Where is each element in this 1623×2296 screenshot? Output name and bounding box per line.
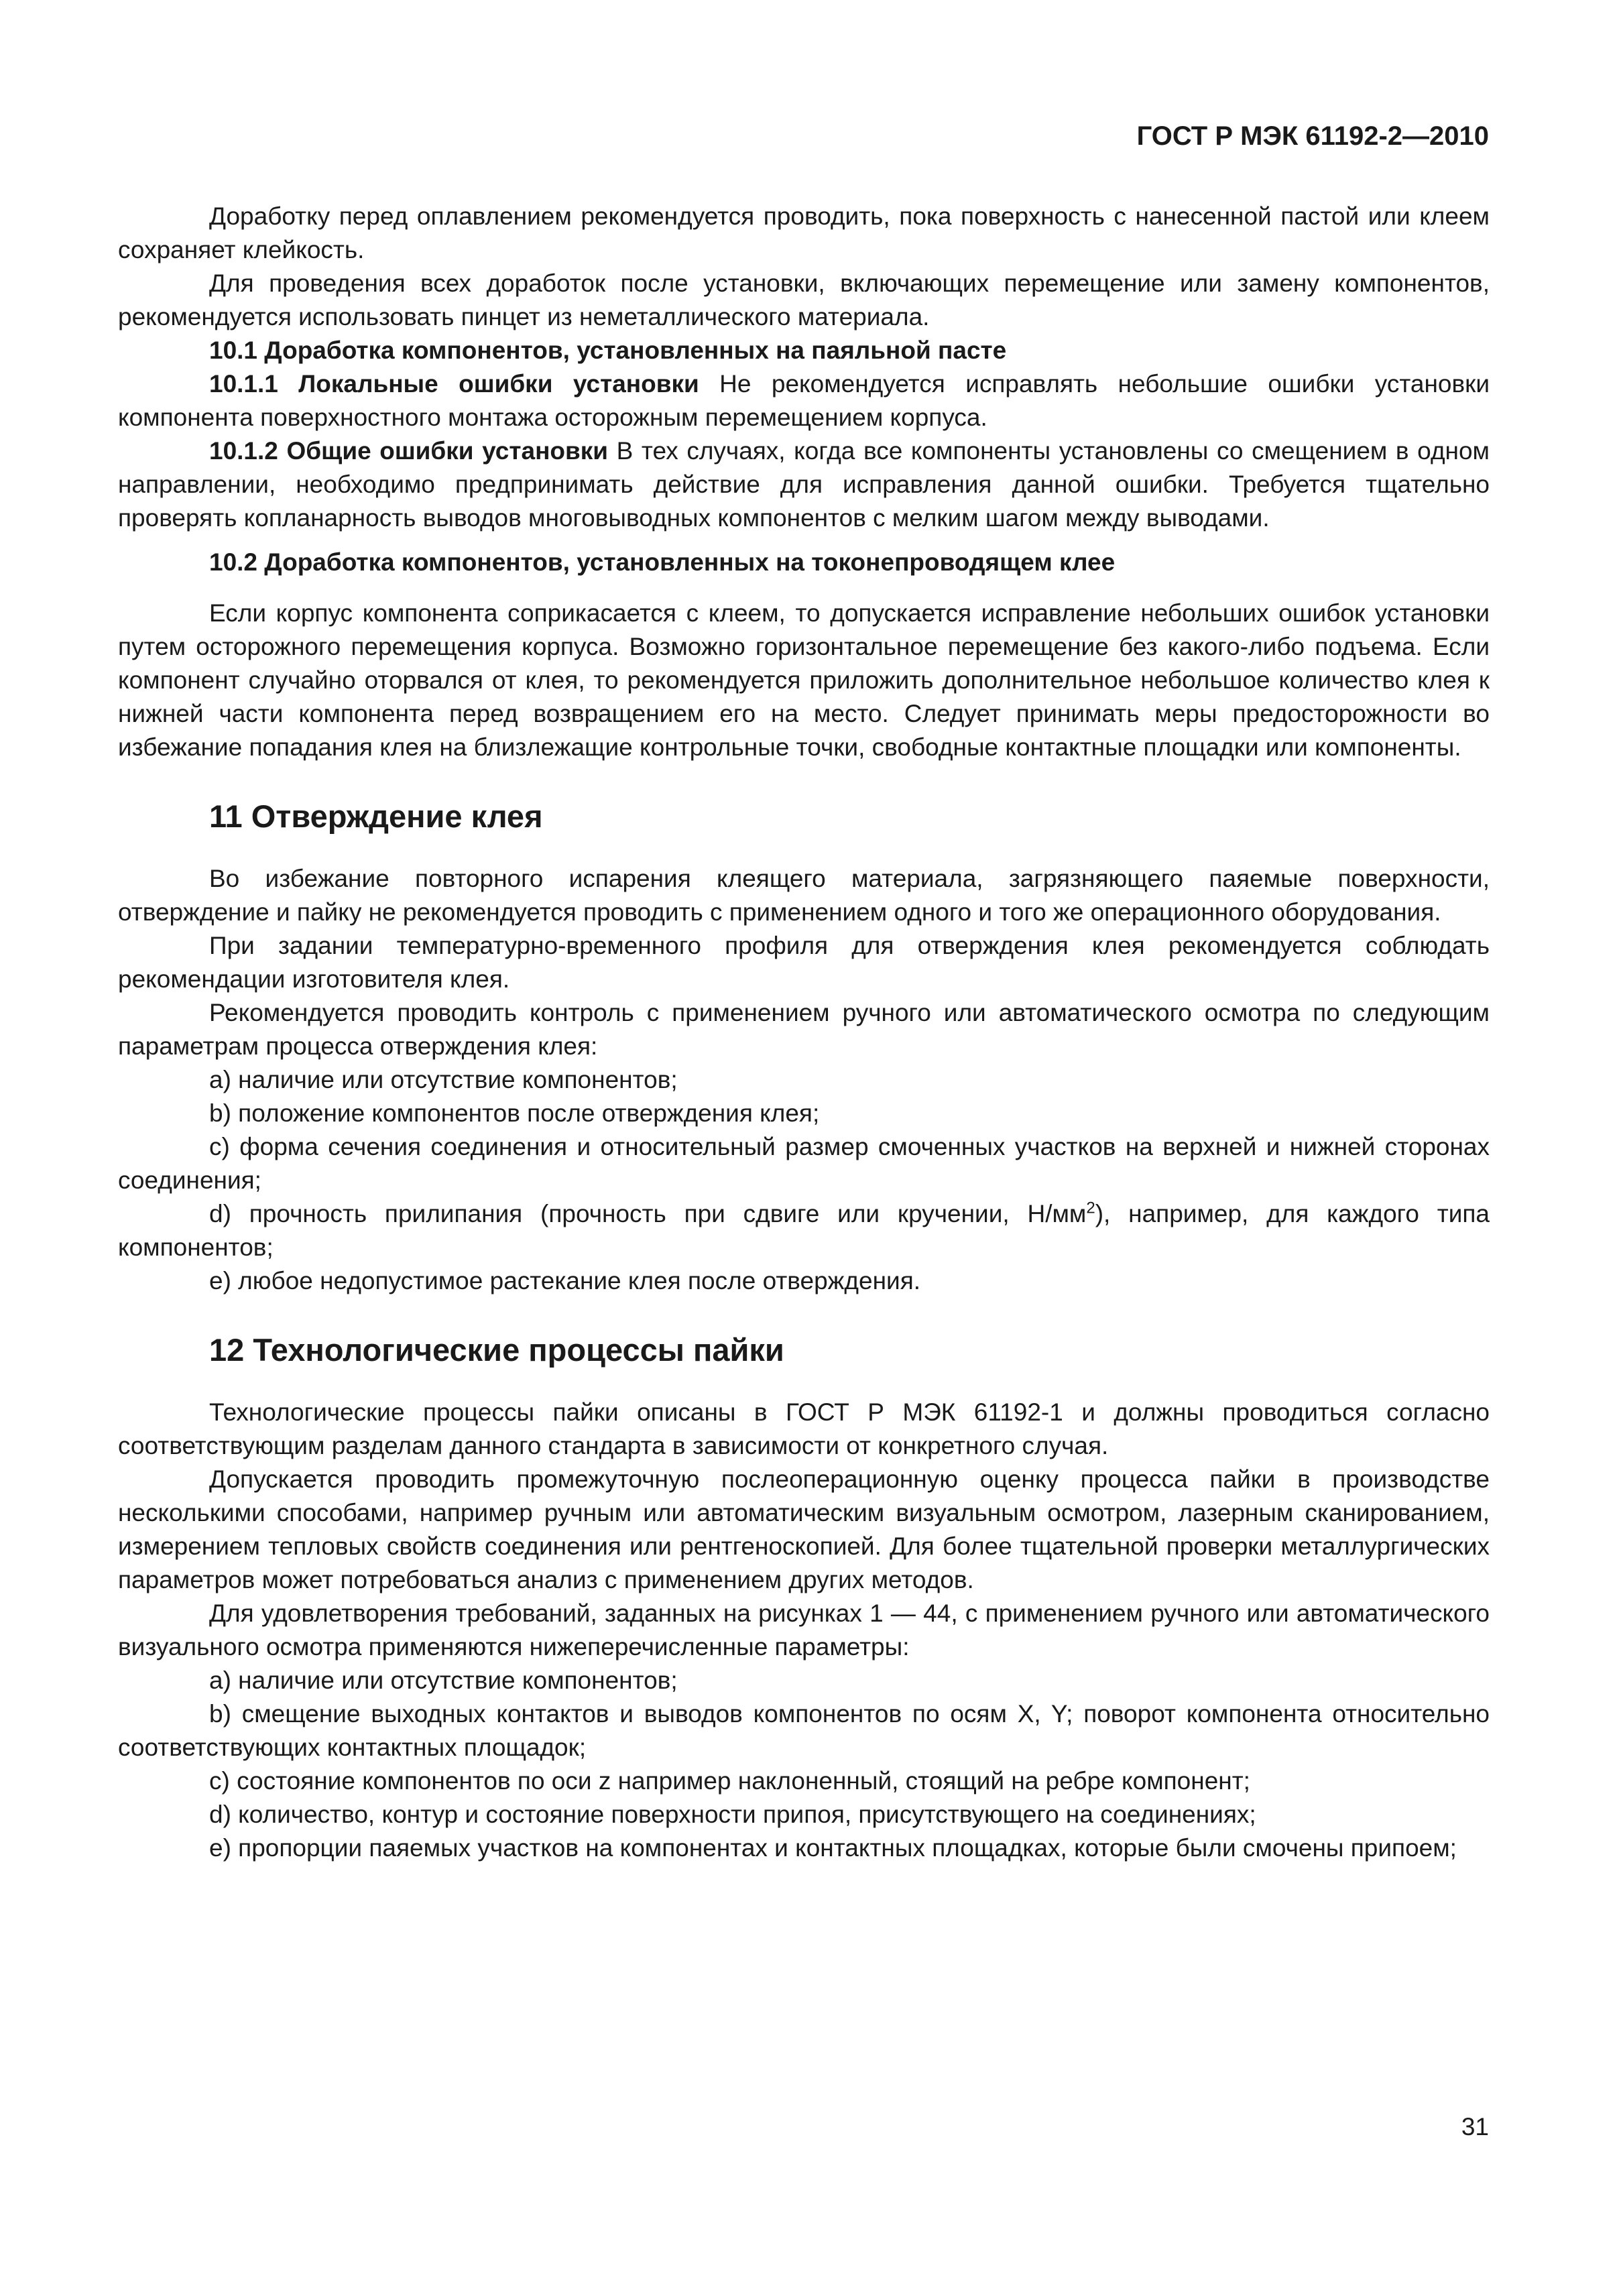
section-12-item-e: e) пропорции паяемых участков на компонентах и контактных площадках, которые были смочены припоем; (209, 1834, 1457, 1862)
section-11-item-c: c) форма сечения соединения и относительный размер смоченных участков на верхней и нижней сторонах соединения; (118, 1133, 1490, 1194)
section-11-paragraph-1: Во избежание повторного испарения клеящего материала, загрязняющего паяемые поверхности, отверждение и пайку не рекомендуется проводить с применением одного и того же операционного оборудования. (118, 865, 1490, 926)
section-12-heading: 12 Технологические процессы пайки (209, 1332, 784, 1368)
page-number: 31 (1461, 2113, 1489, 2140)
document-code-header: ГОСТ Р МЭК 61192-2—2010 (1136, 121, 1489, 151)
section-11-paragraph-2: При задании температурно-временного профиля для отверждения клея рекомендуется соблюдать рекомендации изготовителя клея. (118, 932, 1490, 993)
section-11-item-e: e) любое недопустимое растекание клея после отверждения. (209, 1267, 921, 1294)
paragraph-10-1-2 (118, 434, 1490, 535)
paragraph-10-1-2-text: В тех случаях, когда все компоненты установлены со смещением в одном направлении, необходимо предпринимать действие для исправления данной ошибки. Требуется тщательно проверять копланарность выводов многовыводных компонентов с мелким шагом между выводами. (118, 437, 1490, 532)
section-12-item-a: a) наличие или отсутствие компонентов; (209, 1667, 678, 1694)
section-12-item-c: c) состояние компонентов по оси z например наклоненный, стоящий на ребре компонент; (209, 1767, 1250, 1795)
paragraph-10-1-1-title: 10.1.1 Локальные ошибки установки (209, 370, 699, 398)
intro-paragraph-1: Доработку перед оплавлением рекомендуется проводить, пока поверхность с нанесенной пастой или клеем сохраняет клейкость. (118, 202, 1490, 263)
section-12-paragraph-2: Допускается проводить промежуточную послеоперационную оценку процесса пайки в производстве несколькими способами, например ручным или автоматическим визуальным осмотром, лазерным сканированием, измерением тепловых свойств соединения или рентгеноскопией. Для более тщательной проверки металлургических параметров может потребоваться анализ с применением других методов. (118, 1465, 1490, 1593)
paragraph-10-1-1-text: Не рекомендуется исправлять небольшие ошибки установки компонента поверхностного монтажа осторожным перемещением корпуса. (118, 370, 1490, 431)
document-body (118, 200, 1490, 1865)
intro-paragraph-2: Для проведения всех доработок после установки, включающих перемещение или замену компонентов, рекомендуется использовать пинцет из неметаллического материала. (118, 269, 1490, 330)
item-d-text-start: d) прочность прилипания (прочность при сдвиге или кручении, Н/мм (209, 1200, 1087, 1227)
section-11-item-b: b) положение компонентов после отверждения клея; (209, 1099, 820, 1127)
section-12-item-b: b) смещение выходных контактов и выводов компонентов по осям X, Y; поворот компонента относительно соответствующих контактных площадок; (118, 1700, 1490, 1761)
paragraph-10-1-2-title: 10.1.2 Общие ошибки установки (209, 437, 609, 465)
section-12-item-d: d) количество, контур и состояние поверхности припоя, присутствующего на соединениях; (209, 1801, 1256, 1828)
section-11-item-d (118, 1197, 1490, 1264)
section-12-paragraph-3: Для удовлетворения требований, заданных на рисунках 1 — 44, с применением ручного или автоматического визуального осмотра применяются нижеперечисленные параметры: (118, 1599, 1490, 1660)
section-12-paragraph-1: Технологические процессы пайки описаны в ГОСТ Р МЭК 61192-1 и должны проводиться согласно соответствующим разделам данного стандарта в зависимости от конкретного случая. (118, 1398, 1490, 1459)
item-d-text-end: ), например, для каждого типа компонентов; (118, 1200, 1490, 1261)
section-11-paragraph-3: Рекомендуется проводить контроль с применением ручного или автоматического осмотра по следующим параметрам процесса отверждения клея: (118, 999, 1490, 1060)
paragraph-10-1-1 (118, 367, 1490, 434)
section-11-heading: 11 Отверждение клея (209, 798, 543, 834)
paragraph-10-2: Если корпус компонента соприкасается с клеем, то допускается исправление небольших ошибок установки путем осторожного перемещения корпуса. Возможно горизонтальное перемещение без какого-либо подъема. Если компонент случайно оторвался от клея, то рекомендуется приложить дополнительное небольшое количество клея к нижней части компонента перед возвращением его на место. Следует принимать меры предосторожности во избежание попадания клея на близлежащие контрольные точки, свободные контактные площадки или компоненты. (118, 599, 1490, 761)
item-d-superscript: 2 (1086, 1199, 1095, 1217)
subsection-10-1-heading: 10.1 Доработка компонентов, установленных на паяльной пасте (209, 337, 1007, 364)
section-11-item-a: a) наличие или отсутствие компонентов; (209, 1066, 678, 1093)
subsection-10-2-heading: 10.2 Доработка компонентов, установленных на токонепроводящем клее (209, 548, 1116, 576)
